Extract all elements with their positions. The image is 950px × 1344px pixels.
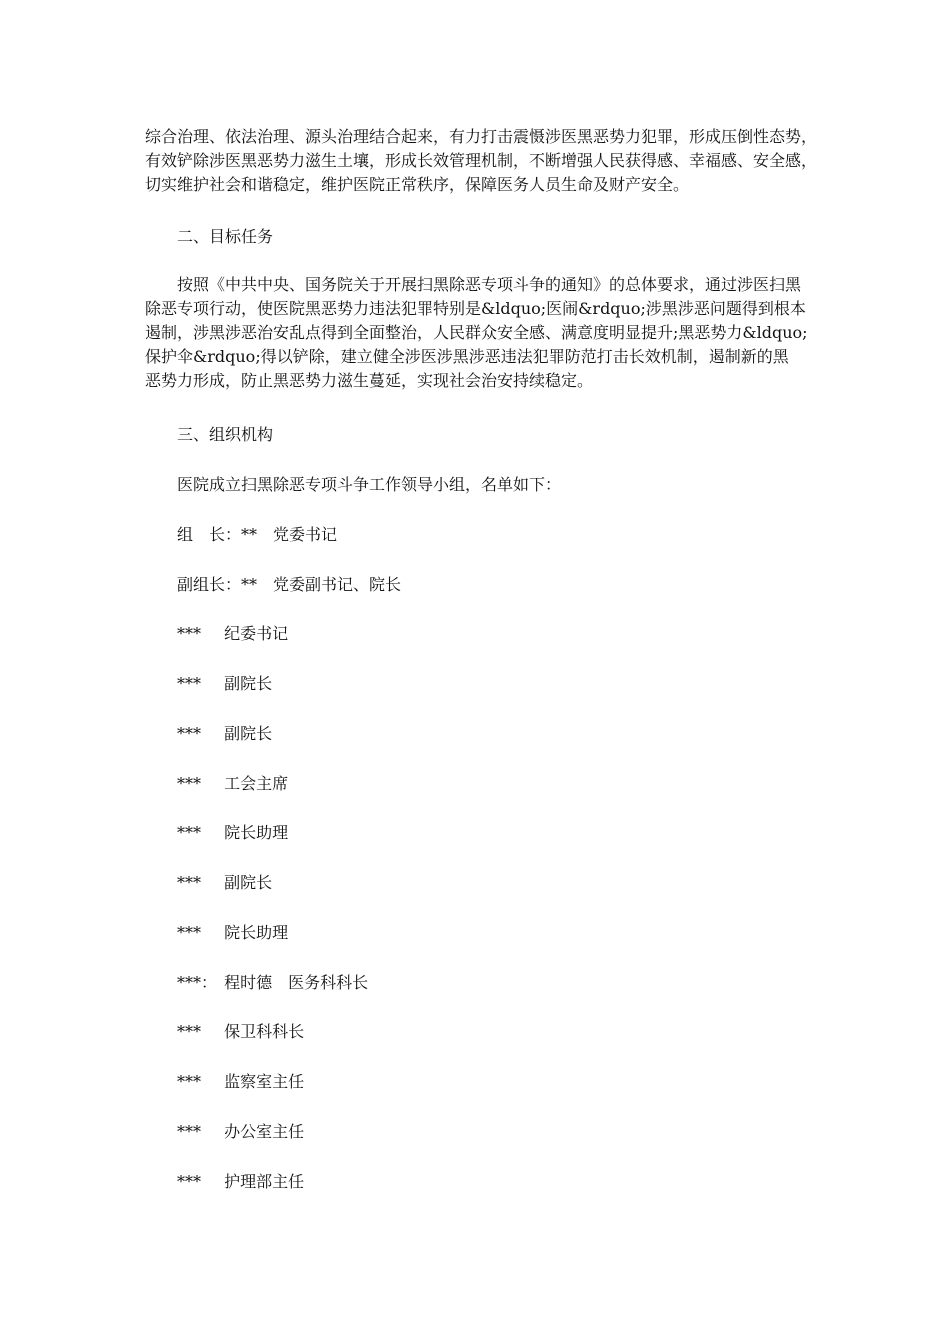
- member-role: 护理部主任: [224, 1172, 305, 1191]
- group-deputy-leader: 副组长：** 党委副书记、院长: [177, 575, 402, 594]
- organization-intro: 医院成立扫黑除恶专项斗争工作领导小组，名单如下：: [177, 475, 562, 494]
- member-row: [177, 872, 272, 894]
- member-row: [177, 1021, 304, 1043]
- member-name: ***: [177, 724, 201, 743]
- member-role: 纪委书记: [224, 624, 289, 643]
- member-row: [177, 972, 368, 994]
- member-role: 监察室主任: [224, 1072, 305, 1091]
- member-name: ***: [177, 1022, 201, 1041]
- member-name: ***: [177, 1072, 201, 1091]
- member-row: [177, 623, 288, 645]
- member-name: ***: [177, 923, 201, 942]
- member-name: ***：: [177, 973, 218, 992]
- goals-line: 遏制，涉黑涉恶治安乱点得到全面整治，人民群众安全感、满意度明显提升;黑恶势力&ldquo;: [145, 323, 808, 342]
- member-role: 办公室主任: [224, 1122, 305, 1141]
- member-row: [177, 1171, 304, 1193]
- member-role: 副院长: [224, 724, 273, 743]
- member-role: 院长助理: [224, 923, 289, 942]
- goals-line: 按照《中共中央、国务院关于开展扫黑除恶专项斗争的通知》的总体要求，通过涉医扫黑: [177, 275, 802, 294]
- member-row: [177, 922, 288, 944]
- member-name: ***: [177, 624, 201, 643]
- group-leader: 组 长：** 党委书记: [177, 525, 338, 544]
- intro-line: 有效铲除涉医黑恶势力滋生土壤，形成长效管理机制，不断增强人民获得感、幸福感、安全感，: [145, 151, 818, 170]
- goals-line: 除恶专项行动，使医院黑恶势力违法犯罪特别是&ldquo;医闹&rdquo;涉黑涉恶问题得到根本: [145, 299, 806, 318]
- member-role: 副院长: [224, 674, 273, 693]
- member-row: [177, 1121, 304, 1143]
- goals-line: 恶势力形成，防止黑恶势力滋生蔓延，实现社会治安持续稳定。: [145, 371, 594, 390]
- goals-line: 保护伞&rdquo;得以铲除，建立健全涉医涉黑涉恶违法犯罪防范打击长效机制，遏制新的黑: [145, 347, 789, 366]
- member-role: 程时德 医务科科长: [224, 973, 369, 992]
- member-name: ***: [177, 823, 201, 842]
- member-role: 保卫科科长: [224, 1022, 305, 1041]
- member-name: ***: [177, 873, 201, 892]
- member-name: ***: [177, 1172, 201, 1191]
- member-role: 工会主席: [224, 774, 289, 793]
- intro-line: 综合治理、依法治理、源头治理结合起来，有力打击震慑涉医黑恶势力犯罪，形成压倒性态势，: [145, 127, 818, 146]
- intro-line: 切实维护社会和谐稳定，维护医院正常秩序，保障医务人员生命及财产安全。: [145, 175, 690, 194]
- member-role: 副院长: [224, 873, 273, 892]
- section-heading-organization: 三、组织机构: [177, 425, 274, 444]
- member-row: [177, 773, 288, 795]
- member-name: ***: [177, 674, 201, 693]
- member-row: [177, 1071, 304, 1093]
- member-role: 院长助理: [224, 823, 289, 842]
- intro-paragraph: [145, 125, 818, 197]
- member-name: ***: [177, 1122, 201, 1141]
- member-name: ***: [177, 774, 201, 793]
- goals-paragraph: [145, 273, 810, 393]
- member-row: [177, 673, 272, 695]
- section-heading-goals: 二、目标任务: [177, 227, 274, 246]
- member-row: [177, 822, 288, 844]
- member-row: [177, 723, 272, 745]
